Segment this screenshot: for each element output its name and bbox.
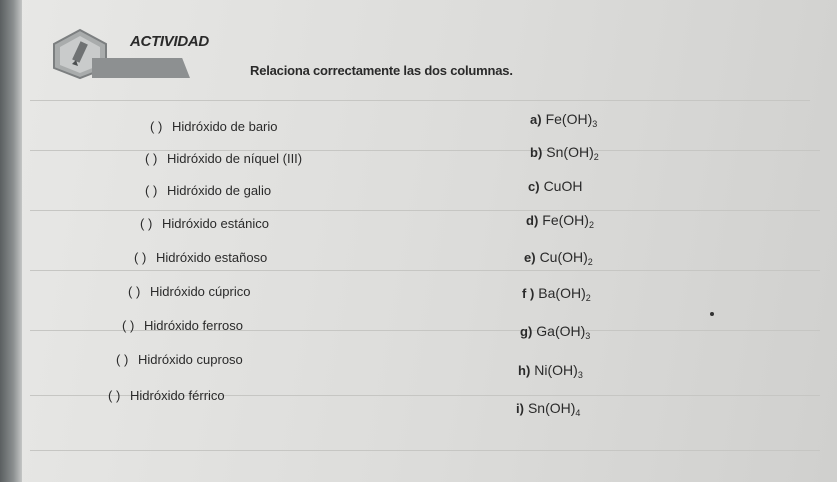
left-item-3 bbox=[145, 183, 271, 198]
compound-name: Hidróxido de níquel (III) bbox=[167, 151, 303, 166]
compound-name: Hidróxido férrico bbox=[130, 388, 225, 403]
answer-blank[interactable]: ( ) bbox=[128, 284, 141, 299]
compound-name: Hidróxido estañoso bbox=[156, 250, 268, 265]
left-item-1 bbox=[150, 119, 278, 134]
option-letter: a) bbox=[530, 112, 542, 127]
compound-name: Hidróxido de bario bbox=[172, 119, 278, 134]
activity-banner bbox=[92, 58, 190, 78]
option-letter: g) bbox=[520, 324, 533, 339]
left-item-2 bbox=[145, 151, 302, 166]
right-item-f bbox=[522, 285, 591, 303]
compound-name: Hidróxido cuproso bbox=[138, 352, 243, 367]
formula-subscript: 3 bbox=[585, 331, 591, 341]
right-item-d bbox=[526, 212, 594, 230]
left-item-6 bbox=[128, 284, 250, 299]
compound-name: Hidróxido ferroso bbox=[144, 318, 243, 333]
left-item-9 bbox=[108, 388, 225, 403]
notebook-binding-edge bbox=[0, 0, 22, 482]
left-item-7 bbox=[122, 318, 243, 333]
answer-blank[interactable]: ( ) bbox=[122, 318, 135, 333]
answer-blank[interactable]: ( ) bbox=[145, 183, 158, 198]
option-letter: e) bbox=[524, 250, 536, 265]
chemical-formula: Sn(OH) bbox=[527, 400, 576, 416]
chemical-formula: Sn(OH) bbox=[546, 144, 594, 160]
right-item-b bbox=[530, 144, 599, 162]
chemical-formula: Cu(OH) bbox=[539, 249, 588, 265]
compound-name: Hidróxido cúprico bbox=[150, 284, 251, 299]
right-item-e bbox=[524, 249, 593, 267]
answer-blank[interactable]: ( ) bbox=[140, 216, 153, 231]
option-letter: f ) bbox=[522, 286, 535, 301]
instruction-text: Relaciona correctamente las dos columnas. bbox=[250, 63, 513, 78]
chemical-formula: Fe(OH) bbox=[545, 111, 593, 127]
background-line bbox=[30, 100, 810, 101]
activity-title: ACTIVIDAD bbox=[130, 33, 209, 50]
option-letter: b) bbox=[530, 145, 543, 160]
option-letter: c) bbox=[528, 179, 540, 194]
answer-blank[interactable]: ( ) bbox=[134, 250, 147, 265]
formula-subscript: 2 bbox=[585, 293, 591, 303]
answer-blank[interactable]: ( ) bbox=[145, 151, 158, 166]
answer-blank[interactable]: ( ) bbox=[116, 352, 129, 367]
formula-subscript: 2 bbox=[588, 220, 594, 230]
left-item-8 bbox=[116, 352, 243, 367]
formula-subscript: 2 bbox=[593, 152, 599, 162]
chemical-formula: CuOH bbox=[543, 178, 583, 194]
right-item-i bbox=[516, 400, 580, 418]
answer-blank[interactable]: ( ) bbox=[150, 119, 163, 134]
right-item-h bbox=[518, 362, 583, 380]
right-item-c bbox=[528, 178, 582, 196]
formula-subscript: 3 bbox=[592, 119, 598, 129]
left-item-5 bbox=[134, 250, 267, 265]
answer-blank[interactable]: ( ) bbox=[108, 388, 121, 403]
option-letter: h) bbox=[518, 363, 531, 378]
chemical-formula: Ba(OH) bbox=[538, 285, 586, 301]
background-line bbox=[30, 270, 820, 271]
ink-dot bbox=[710, 312, 714, 316]
chemical-formula: Ga(OH) bbox=[536, 323, 586, 339]
formula-subscript: 4 bbox=[575, 408, 581, 418]
right-item-g bbox=[520, 323, 590, 341]
right-item-a bbox=[530, 111, 597, 129]
background-line bbox=[30, 450, 820, 451]
formula-subscript: 2 bbox=[587, 257, 593, 267]
option-letter: i) bbox=[516, 401, 524, 416]
background-line bbox=[30, 210, 820, 211]
compound-name: Hidróxido estánico bbox=[162, 216, 269, 231]
compound-name: Hidróxido de galio bbox=[167, 183, 272, 198]
chemical-formula: Ni(OH) bbox=[534, 362, 578, 378]
left-item-4 bbox=[140, 216, 269, 231]
option-letter: d) bbox=[526, 213, 539, 228]
chemical-formula: Fe(OH) bbox=[542, 212, 589, 228]
formula-subscript: 3 bbox=[577, 370, 583, 380]
